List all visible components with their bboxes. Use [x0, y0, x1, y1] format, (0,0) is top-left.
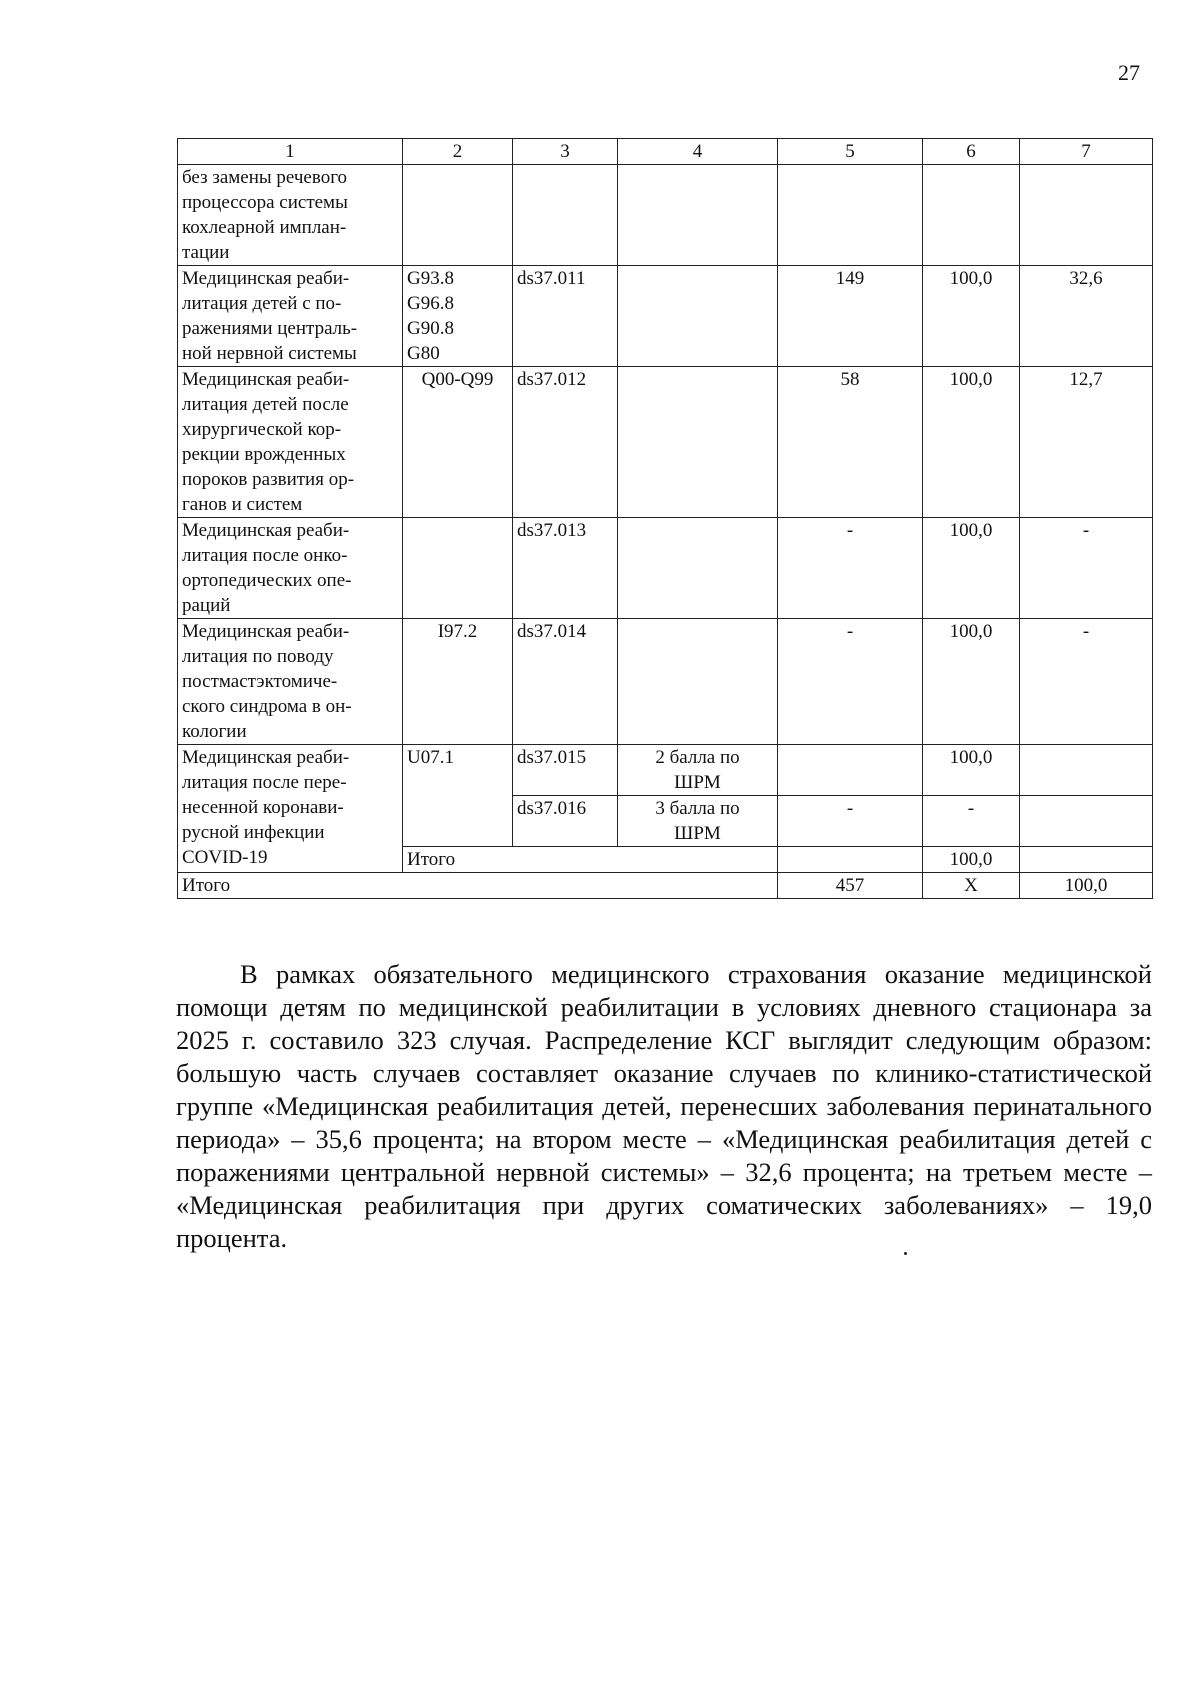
total-label: Итого: [178, 873, 778, 899]
scan-speck: [904, 1252, 907, 1255]
cases-cell: -: [778, 619, 923, 745]
table-row: [178, 619, 1153, 745]
ksg-cell: ds37.011: [513, 266, 618, 367]
cases-cell: [778, 847, 923, 873]
criteria-cell: [618, 518, 778, 619]
name-cell: Медицинская реаби- литация после пере- несенной коронави- русной инфекции COVID-19: [178, 745, 403, 873]
ksg-cell: ds37.015: [513, 745, 618, 796]
share-cell: -: [1020, 518, 1153, 619]
criteria-cell: [618, 165, 778, 266]
name-cell: Медицинская реаби- литация детей с по- ражениями централь- ной нервной системы: [178, 266, 403, 367]
cases-cell: 58: [778, 367, 923, 518]
ksg-cell: ds37.014: [513, 619, 618, 745]
total-cases: 457: [778, 873, 923, 899]
header-cell: 5: [778, 139, 923, 165]
codes-cell: Q00-Q99: [403, 367, 513, 518]
name-cell: Медицинская реаби- литация по поводу постмастэктомиче- ского синдрома в он- кологии: [178, 619, 403, 745]
coef-cell: [923, 165, 1020, 266]
name-cell: Медицинская реаби- литация после онко- ортопедических опе- раций: [178, 518, 403, 619]
coef-cell: 100,0: [923, 619, 1020, 745]
share-cell: [1020, 847, 1153, 873]
table-row: [178, 745, 1153, 796]
coef-cell: 100,0: [923, 847, 1020, 873]
codes-cell: I97.2: [403, 619, 513, 745]
share-cell: [1020, 745, 1153, 796]
table-row: [178, 266, 1153, 367]
name-cell: без замены речевого процессора системы кохлеарной имплан- тации: [178, 165, 403, 266]
cases-cell: -: [778, 518, 923, 619]
table-row: [178, 165, 1153, 266]
ksg-cell: ds37.012: [513, 367, 618, 518]
subtotal-label: Итого: [403, 847, 778, 873]
ksg-cell: [513, 165, 618, 266]
cases-cell: 149: [778, 266, 923, 367]
share-cell: [1020, 165, 1153, 266]
total-share: 100,0: [1020, 873, 1153, 899]
share-cell: 32,6: [1020, 266, 1153, 367]
codes-cell: U07.1: [403, 745, 513, 847]
criteria-cell: 2 балла по ШРМ: [618, 745, 778, 796]
codes-cell: G93.8 G96.8 G90.8 G80: [403, 266, 513, 367]
coef-cell: 100,0: [923, 745, 1020, 796]
table-row: [178, 367, 1153, 518]
coef-cell: -: [923, 796, 1020, 847]
header-cell: 7: [1020, 139, 1153, 165]
ksg-cell: ds37.016: [513, 796, 618, 847]
page-number: 27: [1118, 60, 1140, 85]
share-cell: -: [1020, 619, 1153, 745]
codes-cell: [403, 165, 513, 266]
total-row: [178, 873, 1153, 899]
ksg-distribution-table: [177, 138, 1153, 899]
coef-cell: 100,0: [923, 518, 1020, 619]
criteria-cell: 3 балла по ШРМ: [618, 796, 778, 847]
header-cell: 4: [618, 139, 778, 165]
cases-cell: [778, 745, 923, 796]
criteria-cell: [618, 367, 778, 518]
ksg-cell: ds37.013: [513, 518, 618, 619]
table-header-row: [178, 139, 1153, 165]
header-cell: 6: [923, 139, 1020, 165]
share-cell: [1020, 796, 1153, 847]
name-cell: Медицинская реаби- литация детей после хирургической кор- рекции врожденных пороков развития ор- ганов и систем: [178, 367, 403, 518]
criteria-cell: [618, 266, 778, 367]
codes-cell: [403, 518, 513, 619]
body-paragraph: В рамках обязательного медицинского страхования оказание медицинской помощи детям по медицинской реабилитации в условиях дневного стационара за 2025 г. составило 323 случая. Распределение КСГ выглядит следующим образом: большую часть случаев составляет оказание случаев по клинико-статистической группе «Медицинская реабилитация детей, перенесших заболевания перинатального периода» – 35,6 процента; на втором месте – «Медицинская реабилитация детей с поражениями центральной нервной системы» – 32,6 процента; на третьем месте – «Медицинская реабилитация при других соматических заболеваниях» – 19,0 процента.: [176, 959, 1152, 1253]
coef-cell: 100,0: [923, 266, 1020, 367]
criteria-cell: [618, 619, 778, 745]
coef-cell: 100,0: [923, 367, 1020, 518]
total-coef: Х: [923, 873, 1020, 899]
header-cell: 3: [513, 139, 618, 165]
header-cell: 2: [403, 139, 513, 165]
header-cell: 1: [178, 139, 403, 165]
share-cell: 12,7: [1020, 367, 1153, 518]
cases-cell: [778, 165, 923, 266]
table-row: [178, 518, 1153, 619]
cases-cell: -: [778, 796, 923, 847]
